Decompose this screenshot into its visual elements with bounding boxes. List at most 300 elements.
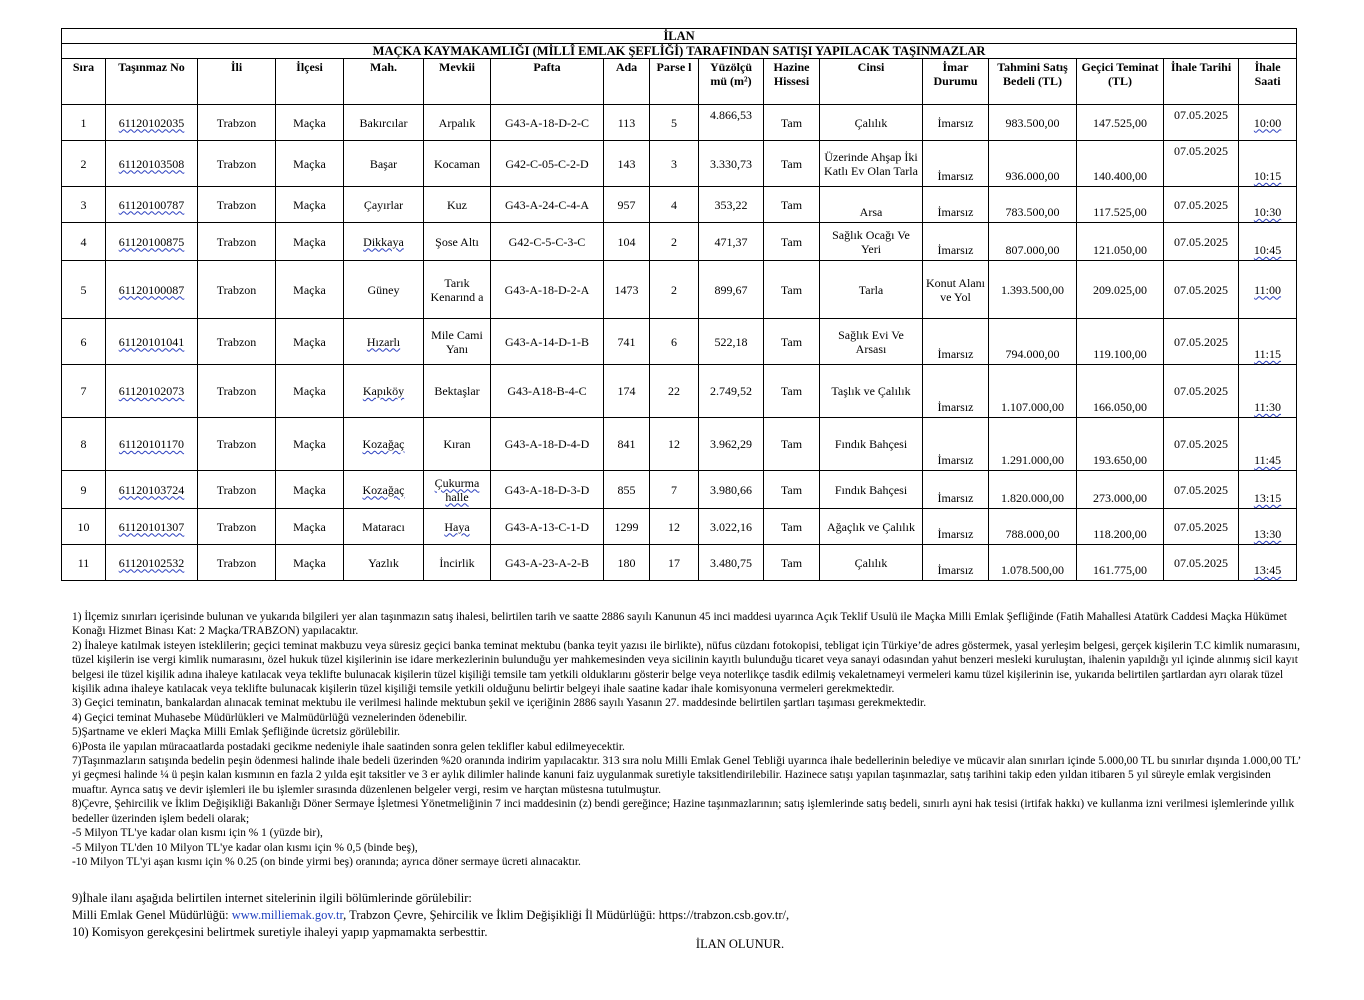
table-row [62, 261, 1297, 319]
cell-ilce [276, 261, 344, 319]
cell-text: Kapıköy [362, 384, 405, 398]
cell-ilce [276, 105, 344, 141]
cell-text: 807.000,00 [1005, 243, 1060, 257]
cell-text: İmarsız [937, 563, 974, 577]
cell-pafta [491, 261, 604, 319]
cell-text: 166.050,00 [1093, 400, 1147, 414]
cell-ada [604, 105, 650, 141]
cell-ada [604, 223, 650, 261]
cell-sira [62, 319, 106, 365]
cell-il [198, 471, 276, 509]
column-header: Ada [604, 59, 650, 105]
cell-tarih [1164, 418, 1239, 471]
cell-text: 209.025,00 [1093, 282, 1147, 297]
cell-cinsi [820, 418, 923, 471]
cell-text: G43-A-24-C-4-A [505, 197, 589, 212]
cell-text: 07.05.2025 [1174, 108, 1228, 122]
cell-text: Fındık Bahçesi [834, 437, 908, 451]
cell-imar [923, 509, 989, 545]
cell-no [106, 319, 198, 365]
cell-mevki [424, 141, 491, 187]
cell-text: Trabzon [216, 482, 257, 497]
table-row [62, 471, 1297, 509]
cell-ilce [276, 223, 344, 261]
cell-text: Trabzon [216, 156, 257, 171]
cell-sira [62, 545, 106, 581]
cell-text: 7 [80, 384, 87, 398]
cell-text: Bakırcılar [359, 115, 408, 130]
note-paragraph: 6)Posta ile yapılan müracaatlarda postadaki gecikme nedeniyle ihale saatinden sonra gelen teklifler kabul edilmeyecektir. [72, 740, 625, 753]
cell-text: 193.650,00 [1093, 453, 1147, 467]
cell-text: G43-A-18-D-3-D [504, 482, 590, 497]
cell-il [198, 141, 276, 187]
cell-text: Maçka [293, 519, 326, 534]
cell-text: 11 [77, 555, 90, 570]
cell-text: 4.866,53 [710, 108, 752, 122]
cell-cinsi [820, 471, 923, 509]
cell-mah [344, 319, 424, 365]
cell-text: 61120101307 [118, 519, 185, 534]
cell-text: 11:15 [1254, 347, 1282, 361]
cell-yuzolcum [699, 141, 764, 187]
cell-text: 899,67 [714, 282, 748, 297]
cell-tarih [1164, 261, 1239, 319]
cell-text: Güney [367, 282, 400, 297]
cell-mah [344, 509, 424, 545]
cell-pafta [491, 223, 604, 261]
cell-text: Maçka [293, 282, 326, 297]
cell-text: 1 [80, 115, 87, 130]
cell-text: 794.000,00 [1005, 347, 1060, 361]
cell-text: G43-A-13-C-1-D [505, 519, 589, 534]
cell-yuzolcum [699, 471, 764, 509]
cell-text: İmarsız [937, 115, 974, 130]
column-header: İmar Durumu [923, 59, 989, 105]
cell-text: Trabzon [216, 437, 257, 451]
cell-il [198, 105, 276, 141]
cell-text: 1.820.000,00 [1001, 491, 1064, 505]
cell-no [106, 418, 198, 471]
cell-text: 273.000,00 [1093, 491, 1147, 505]
cell-ada [604, 418, 650, 471]
cell-text: 180 [617, 555, 636, 570]
cell-bedel [989, 471, 1077, 509]
cell-text: Kıran [443, 437, 471, 451]
cell-text: Tam [780, 234, 803, 249]
cell-cinsi [820, 223, 923, 261]
cell-teminat [1077, 471, 1164, 509]
cell-imar [923, 223, 989, 261]
note-paragraph: 7)Taşınmazların satışında bedelin peşin ödenmesi halinde ihale bedeli üzerinden %20 oranında indirim yapılacaktır. 313 sıra nolu Milli Emlak Genel Tebliği uyarınca ihale bedellerinin belediye ve mücavir alan sınırları içinde 5.000,00 TL bu sınırlar dışında 1.000,00 TL’ yi geçmesi halinde ¼ ü peşin kalan kısmının en fazla 2 yılda eşit taksitler ve 3 er aylık dilimler halinde kanuni faiz uygulanmak suretiyle taksitlendirilebilir. Hazinece satışı yapılan taşınmazlar, satış tarihini takip eden yıldan itibaren 5 yıl süreyle emlak vergisinden muaftır. Ayrıca satış ve devir işlemleri ile bu işlemler sırasında düzenlenen belgeler vergi, resim ve harçtan müstesna tutulmuştur. [72, 755, 1301, 796]
cell-text: Çukurma halle [434, 475, 480, 504]
cell-text: Trabzon [216, 234, 257, 249]
column-header: Tahmini Satış Bedeli (TL) [989, 59, 1077, 105]
cell-saat [1239, 223, 1297, 261]
cell-mah [344, 261, 424, 319]
note-paragraph: -10 Milyon TL'yi aşan kısmı için % 0.25 (on binde yirmi beş) oranında; ayrıca döner sermaye ücreti alınacaktır. [72, 855, 581, 868]
cell-teminat [1077, 319, 1164, 365]
cell-imar [923, 105, 989, 141]
cell-cinsi [820, 105, 923, 141]
cell-text: Maçka [293, 197, 326, 212]
cell-saat [1239, 509, 1297, 545]
cell-text: 3.330,73 [710, 156, 752, 171]
cell-bedel [989, 187, 1077, 223]
cell-text: Tam [780, 482, 803, 497]
cell-text: Arpalık [438, 115, 476, 130]
cell-cinsi [820, 319, 923, 365]
cell-text: İmarsız [937, 453, 974, 467]
cell-text: 17 [668, 555, 680, 570]
column-header: İhale Saati [1239, 59, 1297, 105]
cell-text: 61120101170 [118, 437, 185, 451]
cell-ada [604, 509, 650, 545]
cell-text: Trabzon [216, 334, 257, 349]
cell-text: Maçka [293, 384, 326, 398]
cell-text: 11:45 [1254, 453, 1282, 467]
cell-ilce [276, 545, 344, 581]
cell-imar [923, 545, 989, 581]
cell-text: 957 [617, 197, 636, 212]
cell-parsel [650, 365, 699, 418]
note-9: 9)İhale ilanı aşağıda belirtilen internet sitelerinin ilgili bölümlerinde görülebilir: [72, 891, 472, 905]
auction-table [61, 28, 1297, 581]
cell-parsel [650, 471, 699, 509]
cell-text: 788.000,00 [1005, 527, 1060, 541]
cell-text: 8 [80, 437, 87, 451]
cell-teminat [1077, 418, 1164, 471]
cell-ilce [276, 141, 344, 187]
cell-sira [62, 365, 106, 418]
cell-pafta [491, 418, 604, 471]
cell-sira [62, 418, 106, 471]
note-paragraph: 2) İhaleye katılmak isteyen isteklilerin; geçici teminat makbuzu veya süresiz geçici banka teminat mektubu (banka teyit yazısı ile birlikte), nüfus cüzdanı fotokopisi, tebligat için Türkiye’de adres göstermek, yasal yerleşim belgesi, gerçek kişilerin T.C kimlik numarasını, tüzel kişilerin ise vergi kimlik numarasını, özel hukuk tüzel kişilerinin ise idare merkezlerinin bulunduğu yer mahkemesinden veya sicilinin kayıtlı bulunduğu ticaret veya sanayi odasından yahut benzeri mesleki kuruluştan, ihalenin yapıldığı yıl içinde alınmış sicil kayıt belgesi ile tüzel kişilik adına ihaleye katılacak veya teklifte bulunacak kişilerin tüzel kişiliği temsile tam yetkili olduklarını gösterir belge veya noterlikçe tasdik edilmiş vekaletnameyi vermeleri kamu tüzel kişilerinin ise, yukarıda belirtilen şartlardan ayrı olarak tüzel kişilik adına ihaleye katılacak veya teklifte bulunacak kişilerin tüzel kişiliği temsile yetkili olduğunu belirtir belgeyi ihale saatine kadar ihale komisyonuna vermeleri gerekmektedir. [72, 639, 1300, 696]
cell-mah [344, 141, 424, 187]
cell-saat [1239, 471, 1297, 509]
cell-text: 07.05.2025 [1174, 144, 1228, 158]
cell-text: 13:45 [1253, 563, 1282, 577]
cell-text: Tam [780, 282, 803, 297]
cell-text: Tam [780, 115, 803, 130]
cell-text: Maçka [293, 482, 326, 497]
cell-text: 11:30 [1254, 400, 1282, 414]
cell-text: 3.980,66 [710, 482, 752, 497]
cell-sira [62, 187, 106, 223]
cell-text: Taşlık ve Çalılık [831, 384, 911, 398]
cell-saat [1239, 418, 1297, 471]
cell-text: Tam [780, 384, 803, 398]
cell-imar [923, 319, 989, 365]
cell-parsel [650, 319, 699, 365]
cell-text: 2 [671, 282, 677, 297]
cell-text: 1.393.500,00 [1001, 282, 1064, 297]
cell-ada [604, 319, 650, 365]
column-header: Cinsi [820, 59, 923, 105]
cell-yuzolcum [699, 105, 764, 141]
note-9-label1: Milli Emlak Genel Müdürlüğü: [72, 908, 232, 922]
cell-cinsi [820, 261, 923, 319]
cell-teminat [1077, 545, 1164, 581]
cell-teminat [1077, 187, 1164, 223]
cell-ilce [276, 187, 344, 223]
cell-text: Hızarlı [366, 334, 401, 349]
cell-teminat [1077, 223, 1164, 261]
cell-teminat [1077, 105, 1164, 141]
cell-text: Çalılık [854, 115, 888, 130]
cell-text: 9 [80, 482, 87, 497]
cell-text: Trabzon [216, 519, 257, 534]
cell-hisse [764, 223, 820, 261]
cell-text: G43-A-18-D-2-A [504, 282, 590, 297]
cell-text: Dikkaya [363, 234, 404, 249]
cell-bedel [989, 223, 1077, 261]
cell-text: Tam [780, 519, 803, 534]
cell-saat [1239, 261, 1297, 319]
column-header: Pafta [491, 59, 604, 105]
column-header: Taşınmaz No [106, 59, 198, 105]
column-header: Hazine Hissesi [764, 59, 820, 105]
cell-sira [62, 471, 106, 509]
cell-text: İmarsız [937, 491, 974, 505]
cell-text: 936.000,00 [1005, 169, 1060, 183]
note-paragraph: 1) İlçemiz sınırları içerisinde bulunan ve yukarıda bilgileri yer alan taşınmazın satış ihalesi, belirtilen tarih ve saatte 2886 sayılı Kanunun 45 inci maddesi uyarınca Açık Teklif Usulü ile Maçka Milli Emlak Şefliğinde (Fatih Mahallesi Atatürk Caddesi Maçka Hükümet Konağı Hizmet Binası Kat: 2 Maçka/TRABZON) yapılacaktır. [72, 611, 1287, 638]
cell-text: Trabzon [216, 282, 257, 297]
cell-parsel [650, 509, 699, 545]
cell-mevki [424, 105, 491, 141]
cell-text: Maçka [293, 334, 326, 349]
cell-text: 3.962,29 [710, 437, 752, 451]
cell-text: Maçka [293, 156, 326, 171]
cell-ada [604, 261, 650, 319]
cell-ilce [276, 509, 344, 545]
table-body [62, 105, 1297, 581]
cell-text: Çayırlar [363, 197, 404, 212]
cell-mah [344, 545, 424, 581]
cell-imar [923, 471, 989, 509]
cell-tarih [1164, 141, 1239, 187]
cell-text: Trabzon [216, 197, 257, 212]
cell-mah [344, 471, 424, 509]
cell-mah [344, 223, 424, 261]
table-row [62, 545, 1297, 581]
cell-yuzolcum [699, 418, 764, 471]
cell-text: G43-A-18-D-4-D [504, 437, 590, 451]
milliemlak-link[interactable]: www.milliemak.gov.tr [231, 908, 344, 922]
cell-text: 2.749,52 [710, 384, 752, 398]
cell-teminat [1077, 261, 1164, 319]
cell-yuzolcum [699, 223, 764, 261]
cell-text: İncirlik [439, 555, 475, 570]
cell-hisse [764, 471, 820, 509]
cell-mevki [424, 319, 491, 365]
cell-il [198, 418, 276, 471]
cell-text: İmarsız [937, 169, 974, 183]
cell-il [198, 365, 276, 418]
cell-il [198, 509, 276, 545]
cell-ilce [276, 418, 344, 471]
cell-text: 140.400,00 [1093, 169, 1147, 183]
cell-bedel [989, 319, 1077, 365]
cell-bedel [989, 105, 1077, 141]
cell-text: Tam [780, 334, 803, 349]
cell-text: Tam [780, 437, 803, 451]
cell-sira [62, 509, 106, 545]
cell-text: Trabzon [216, 384, 257, 398]
cell-mevki [424, 545, 491, 581]
cell-no [106, 545, 198, 581]
cell-tarih [1164, 105, 1239, 141]
cell-text: Fındık Bahçesi [834, 482, 908, 497]
cell-mevki [424, 223, 491, 261]
cell-text: G43-A-14-D-1-B [505, 334, 589, 349]
cell-cinsi [820, 545, 923, 581]
cell-text: 3 [671, 156, 677, 171]
cell-ada [604, 545, 650, 581]
cell-hisse [764, 509, 820, 545]
cell-hisse [764, 365, 820, 418]
cell-text: 113 [617, 115, 636, 130]
cell-yuzolcum [699, 545, 764, 581]
cell-text: 61120102073 [118, 384, 185, 398]
cell-text: Tam [780, 555, 803, 570]
cell-text: 174 [617, 384, 636, 398]
cell-imar [923, 418, 989, 471]
cell-text: 6 [671, 334, 677, 349]
cell-no [106, 187, 198, 223]
cell-hisse [764, 141, 820, 187]
cell-bedel [989, 261, 1077, 319]
cell-il [198, 223, 276, 261]
cell-text: İmarsız [937, 243, 974, 257]
table-row [62, 418, 1297, 471]
notes-footer [72, 890, 1304, 941]
table-row [62, 141, 1297, 187]
cell-parsel [650, 545, 699, 581]
cell-bedel [989, 418, 1077, 471]
note-9-sites [72, 907, 1304, 924]
column-header: Mevkii [424, 59, 491, 105]
note-paragraph: 3) Geçici teminatın, bankalardan alınacak teminat mektubu ile verilmesi halinde mektubun şekil ve içeriğinin 2886 sayılı Yasanın 27. maddesinde belirtilen şartları taşıması gerekmektedir. [72, 697, 927, 710]
cell-text: Sağlık Evi Ve Arsası [838, 327, 904, 356]
cell-text: 353,22 [714, 197, 748, 212]
table-row [62, 105, 1297, 141]
cell-text: 61120103508 [118, 156, 185, 171]
cell-text: Maçka [293, 555, 326, 570]
cell-pafta [491, 105, 604, 141]
cell-text: 61120102532 [118, 555, 185, 570]
cell-text: Bektaşlar [434, 384, 480, 398]
cell-text: 22 [668, 384, 680, 398]
cell-text: 07.05.2025 [1174, 384, 1228, 398]
cell-parsel [650, 141, 699, 187]
cell-hisse [764, 261, 820, 319]
cell-text: G43-A-23-A-2-B [505, 555, 589, 570]
notice-title: İLAN [62, 29, 1297, 44]
cell-teminat [1077, 141, 1164, 187]
cell-text: Yazlık [368, 555, 399, 570]
cell-tarih [1164, 187, 1239, 223]
cell-ada [604, 365, 650, 418]
cell-text: Kozağaç [362, 482, 405, 497]
cell-tarih [1164, 471, 1239, 509]
cell-text: 117.525,00 [1093, 205, 1147, 219]
cell-mevki [424, 261, 491, 319]
cell-no [106, 509, 198, 545]
cell-text: Arsa [859, 205, 883, 219]
column-header: Mah. [344, 59, 424, 105]
cell-tarih [1164, 545, 1239, 581]
cell-text: 07.05.2025 [1174, 519, 1228, 534]
cell-text: Maçka [293, 234, 326, 249]
cell-tarih [1164, 509, 1239, 545]
cell-text: Sağlık Ocağı Ve Yeri [832, 227, 910, 256]
cell-pafta [491, 141, 604, 187]
cell-text: 1.107.000,00 [1001, 400, 1064, 414]
table-row [62, 223, 1297, 261]
note-paragraph: 5)Şartname ve ekleri Maçka Milli Emlak Şefliğinde ücretsiz görülebilir. [72, 726, 401, 739]
cell-text: İmarsız [937, 400, 974, 414]
cell-text: 07.05.2025 [1174, 234, 1228, 249]
cell-hisse [764, 105, 820, 141]
table-row [62, 319, 1297, 365]
cell-mevki [424, 418, 491, 471]
cell-text: 4 [671, 197, 677, 212]
cell-text: Mile Cami Yanı [431, 327, 483, 356]
cell-bedel [989, 141, 1077, 187]
cell-text: Üzerinde Ahşap İki Katlı Ev Olan Tarla [824, 149, 918, 178]
cell-text: Kuz [447, 197, 467, 212]
cell-text: 522,18 [714, 334, 748, 349]
cell-tarih [1164, 223, 1239, 261]
cell-text: 1299 [614, 519, 639, 534]
cell-ada [604, 471, 650, 509]
cell-text: 147.525,00 [1093, 115, 1147, 130]
note-paragraph: 8)Çevre, Şehircilik ve İklim Değişikliği Bakanlığı Döner Sermaye İşletmesi Yönetmeliğinin 7 inci maddesinin (z) bendi gereğince; Hazine taşınmazlarının; satış işlemlerinde satış bedeli, sınırlı ayni hak tesisi (irtifak hakkı) ve kullanma izni verilmesi işlemlerinde yıllık bedeller üzerinden işlem bedeli olarak; [72, 798, 1295, 825]
cell-hisse [764, 418, 820, 471]
cell-text: 983.500,00 [1005, 115, 1060, 130]
cell-cinsi [820, 187, 923, 223]
cell-teminat [1077, 509, 1164, 545]
cell-text: 10:00 [1253, 115, 1282, 130]
cell-il [198, 545, 276, 581]
column-header: İli [198, 59, 276, 105]
cell-text: Trabzon [216, 555, 257, 570]
cell-text: 12 [668, 519, 680, 534]
cell-text: 121.050,00 [1093, 243, 1147, 257]
cell-text: 119.100,00 [1093, 347, 1147, 361]
cell-imar [923, 187, 989, 223]
cell-text: 7 [671, 482, 677, 497]
cell-text: 2 [80, 156, 87, 171]
cell-saat [1239, 187, 1297, 223]
column-header: Parse l [650, 59, 699, 105]
note-9-label2: , Trabzon Çevre, Şehircilik ve İklim Değişikliği İl Müdürlüğü: https://trabzon.csb.gov.tr/, [343, 908, 790, 922]
cell-hisse [764, 319, 820, 365]
cell-cinsi [820, 365, 923, 418]
cell-yuzolcum [699, 261, 764, 319]
cell-teminat [1077, 365, 1164, 418]
cell-text: 3.022,16 [710, 519, 752, 534]
cell-text: 07.05.2025 [1174, 282, 1228, 297]
cell-text: Tarık Kenarınd a [430, 275, 484, 304]
cell-ilce [276, 319, 344, 365]
cell-mah [344, 365, 424, 418]
cell-text: Trabzon [216, 115, 257, 130]
note-10: 10) Komisyon gerekçesini belirtmek suretiyle ihaleyi yapıp yapmamakta serbesttir. [72, 925, 488, 939]
cell-pafta [491, 471, 604, 509]
cell-il [198, 319, 276, 365]
cell-text: Başar [369, 156, 398, 171]
